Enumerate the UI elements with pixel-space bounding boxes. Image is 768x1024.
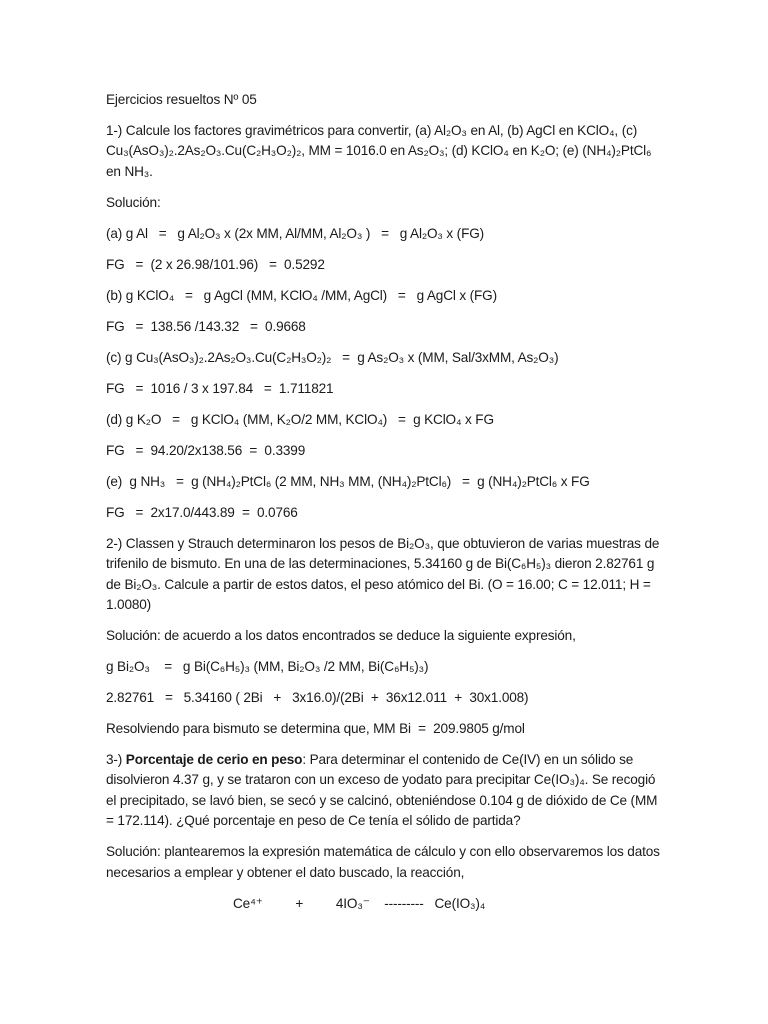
exercise-3-text: : Para determinar el contenido de Ce(IV) en un sólido se disolvieron 4.37 g, y se trataron con un exceso de yodato para precipitar Ce(IO₃)₄. Se recogió el precipitado, se lavó bien, se secó y se calcinó, obteniéndose 0.104 g de dióxido de Ce (MM = 172.114). ¿Qué porcentaje en peso de Ce tenía el sólido de partida?: [106, 752, 658, 829]
exercise-1-fg-e: FG = 2x17.0/443.89 = 0.0766: [106, 504, 298, 520]
exercise-1-solution-label: Solución:: [106, 194, 161, 210]
exercise-1-line-d: (d) g K₂O = g KClO₄ (MM, K₂O/2 MM, KClO₄) = g KClO₄ x FG: [106, 411, 494, 427]
exercise-1-line-e: (e) g NH₃ = g (NH₄)₂PtCl₆ (2 MM, NH₃ MM, (NH₄)₂PtCl₆) = g (NH₄)₂PtCl₆ x FG: [106, 473, 590, 489]
exercise-3-solution: Solución: plantearemos la expresión matemática de cálculo y con ello observaremos los datos necesarios a emplear y obtener el dato buscado, la reacción,: [106, 844, 660, 880]
exercise-1-line-b: (b) g KClO₄ = g AgCl (MM, KClO₄ /MM, AgCl) = g AgCl x (FG): [106, 287, 497, 303]
exercise-1-fg-d: FG = 94.20/2x138.56 = 0.3399: [106, 442, 306, 458]
exercise-2-result: Resolviendo para bismuto se determina que, MM Bi = 209.9805 g/mol: [106, 721, 525, 737]
document-title: Ejercicios resueltos Nº 05: [106, 92, 257, 107]
exercise-3-reaction: Ce⁴⁺ + 4IO₃⁻ --------- Ce(IO₃)₄: [233, 895, 486, 911]
exercise-2-solution: Solución: de acuerdo a los datos encontrados se deduce la siguiente expresión,: [106, 628, 576, 644]
exercise-1-fg-c: FG = 1016 / 3 x 197.84 = 1.711821: [106, 380, 334, 396]
document-body: [106, 90, 666, 914]
exercise-3-number: 3-): [106, 752, 126, 768]
exercise-1-line-c: (c) g Cu₃(AsO₃)₂.2As₂O₃.Cu(C₂H₃O₂)₂ = g As₂O₃ x (MM, Sal/3xMM, As₂O₃): [106, 349, 559, 365]
exercise-3-statement: [106, 750, 666, 832]
exercise-1-line-a: (a) g Al = g Al₂O₃ x (2x MM, Al/MM, Al₂O₃ ) = g Al₂O₃ x (FG): [106, 225, 485, 241]
exercise-1-statement: 1-) Calcule los factores gravimétricos para convertir, (a) Al₂O₃ en Al, (b) AgCl en KClO₄, (c) Cu₃(AsO₃)₂.2As₂O₃.Cu(C₂H₃O₂)₂, MM = 1016.0 en As₂O₃; (d) KClO₄ en K₂O; (e) (NH₄)₂PtCl₆ en NH₃.: [106, 123, 652, 179]
exercise-3-title: Porcentaje de cerio en peso: [125, 752, 303, 768]
exercise-2-statement: 2-) Classen y Strauch determinaron los pesos de Bi₂O₃, que obtuvieron de varias muestras de trifenilo de bismuto. En una de las determinaciones, 5.34160 g de Bi(C₆H₅)₃ dieron 2.82761 g de Bi₂O₃. Calcule a partir de estos datos, el peso atómico del Bi. (O = 16.00; C = 12.011; H = 1.0080): [106, 535, 660, 613]
exercise-1-fg-a: FG = (2 x 26.98/101.96) = 0.5292: [106, 256, 325, 272]
exercise-2-equation: 2.82761 = 5.34160 ( 2Bi + 3x16.0)/(2Bi + 36x12.011 + 30x1.008): [106, 690, 529, 706]
exercise-1-fg-b: FG = 138.56 /143.32 = 0.9668: [106, 318, 306, 334]
exercise-2-expression: g Bi₂O₃ = g Bi(C₆H₅)₃ (MM, Bi₂O₃ /2 MM, Bi(C₆H₅)₃): [106, 659, 429, 675]
